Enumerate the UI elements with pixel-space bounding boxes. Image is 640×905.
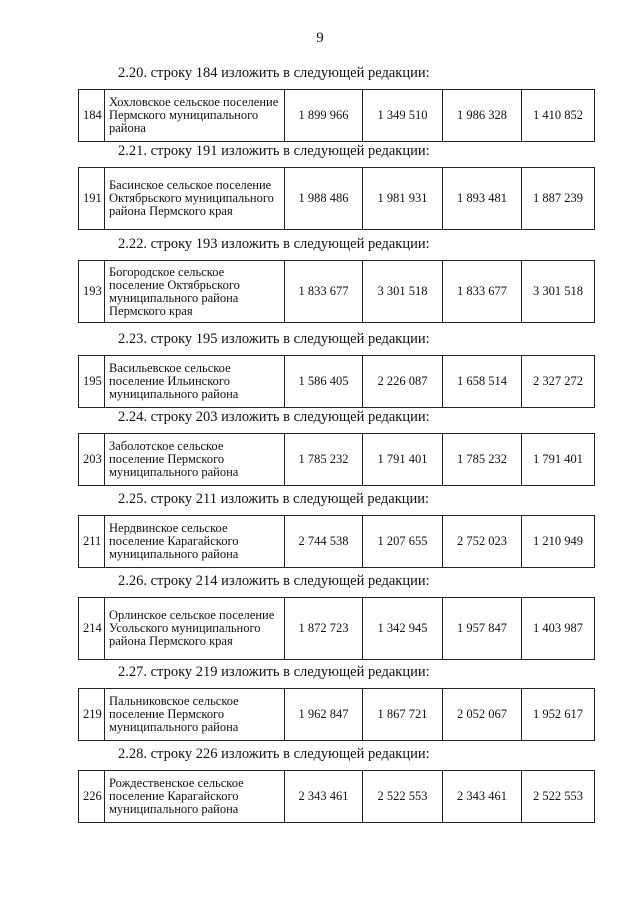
value-cell: 2 343 461	[285, 771, 363, 823]
table-row	[79, 90, 595, 142]
value-cell: 1 349 510	[363, 90, 443, 142]
amendment-heading: 2.28. строку 226 изложить в следующей редакции:	[118, 746, 430, 762]
value-cell: 1 867 721	[363, 689, 443, 741]
value-cell: 1 791 401	[522, 434, 595, 486]
settlement-name: Нердвинское сельское поселение Карагайского муниципального района	[105, 516, 285, 568]
value-cell: 1 410 852	[522, 90, 595, 142]
value-cell: 1 785 232	[285, 434, 363, 486]
value-cell: 1 791 401	[363, 434, 443, 486]
value-cell: 1 586 405	[285, 356, 363, 408]
value-cell: 2 343 461	[443, 771, 522, 823]
value-cell: 2 744 538	[285, 516, 363, 568]
amendment-heading: 2.27. строку 219 изложить в следующей редакции:	[118, 664, 430, 680]
amendment-heading: 2.21. строку 191 изложить в следующей редакции:	[118, 143, 430, 159]
table-row	[79, 261, 595, 323]
value-cell: 2 226 087	[363, 356, 443, 408]
settlement-name: Богородское сельское поселение Октябрьского муниципального района Пермского края	[105, 261, 285, 323]
amendment-table	[78, 167, 595, 230]
value-cell: 2 052 067	[443, 689, 522, 741]
page-number: 9	[316, 30, 324, 46]
amendment-table	[78, 770, 595, 823]
value-cell: 2 522 553	[363, 771, 443, 823]
row-number: 214	[79, 598, 105, 660]
value-cell: 2 752 023	[443, 516, 522, 568]
value-cell: 1 872 723	[285, 598, 363, 660]
row-number: 193	[79, 261, 105, 323]
row-number: 219	[79, 689, 105, 741]
amendment-heading: 2.26. строку 214 изложить в следующей редакции:	[118, 573, 430, 589]
value-cell: 1 962 847	[285, 689, 363, 741]
value-cell: 2 522 553	[522, 771, 595, 823]
settlement-name: Васильевское сельское поселение Ильинского муниципального района	[105, 356, 285, 408]
table-row	[79, 168, 595, 230]
amendment-table	[78, 260, 595, 323]
amendment-heading: 2.25. строку 211 изложить в следующей редакции:	[118, 491, 430, 507]
settlement-name: Орлинское сельское поселение Усольского муниципального района Пермского края	[105, 598, 285, 660]
row-number: 226	[79, 771, 105, 823]
row-number: 191	[79, 168, 105, 230]
value-cell: 1 899 966	[285, 90, 363, 142]
value-cell: 1 988 486	[285, 168, 363, 230]
amendment-table	[78, 89, 595, 142]
table-row	[79, 516, 595, 568]
value-cell: 1 887 239	[522, 168, 595, 230]
table-row	[79, 689, 595, 741]
value-cell: 1 833 677	[443, 261, 522, 323]
value-cell: 1 210 949	[522, 516, 595, 568]
amendment-heading: 2.24. строку 203 изложить в следующей редакции:	[118, 409, 430, 425]
table-row	[79, 356, 595, 408]
row-number: 203	[79, 434, 105, 486]
value-cell: 1 207 655	[363, 516, 443, 568]
settlement-name: Рождественское сельское поселение Карагайского муниципального района	[105, 771, 285, 823]
table-row	[79, 771, 595, 823]
row-number: 211	[79, 516, 105, 568]
value-cell: 1 952 617	[522, 689, 595, 741]
table-row	[79, 598, 595, 660]
row-number: 184	[79, 90, 105, 142]
amendment-table	[78, 515, 595, 568]
value-cell: 1 893 481	[443, 168, 522, 230]
value-cell: 1 981 931	[363, 168, 443, 230]
row-number: 195	[79, 356, 105, 408]
value-cell: 1 403 987	[522, 598, 595, 660]
value-cell: 1 957 847	[443, 598, 522, 660]
amendment-table	[78, 433, 595, 486]
value-cell: 1 785 232	[443, 434, 522, 486]
value-cell: 3 301 518	[363, 261, 443, 323]
amendment-heading: 2.20. строку 184 изложить в следующей редакции:	[118, 65, 430, 81]
value-cell: 1 342 945	[363, 598, 443, 660]
settlement-name: Хохловское сельское поселение Пермского муниципального района	[105, 90, 285, 142]
amendment-table	[78, 688, 595, 741]
value-cell: 1 658 514	[443, 356, 522, 408]
amendment-heading: 2.22. строку 193 изложить в следующей редакции:	[118, 236, 430, 252]
value-cell: 1 833 677	[285, 261, 363, 323]
settlement-name: Басинское сельское поселение Октябрьского муниципального района Пермского края	[105, 168, 285, 230]
table-row	[79, 434, 595, 486]
amendment-table	[78, 355, 595, 408]
settlement-name: Заболотское сельское поселение Пермского муниципального района	[105, 434, 285, 486]
settlement-name: Пальниковское сельское поселение Пермского муниципального района	[105, 689, 285, 741]
amendment-heading: 2.23. строку 195 изложить в следующей редакции:	[118, 331, 430, 347]
value-cell: 1 986 328	[443, 90, 522, 142]
value-cell: 2 327 272	[522, 356, 595, 408]
amendment-table	[78, 597, 595, 660]
value-cell: 3 301 518	[522, 261, 595, 323]
